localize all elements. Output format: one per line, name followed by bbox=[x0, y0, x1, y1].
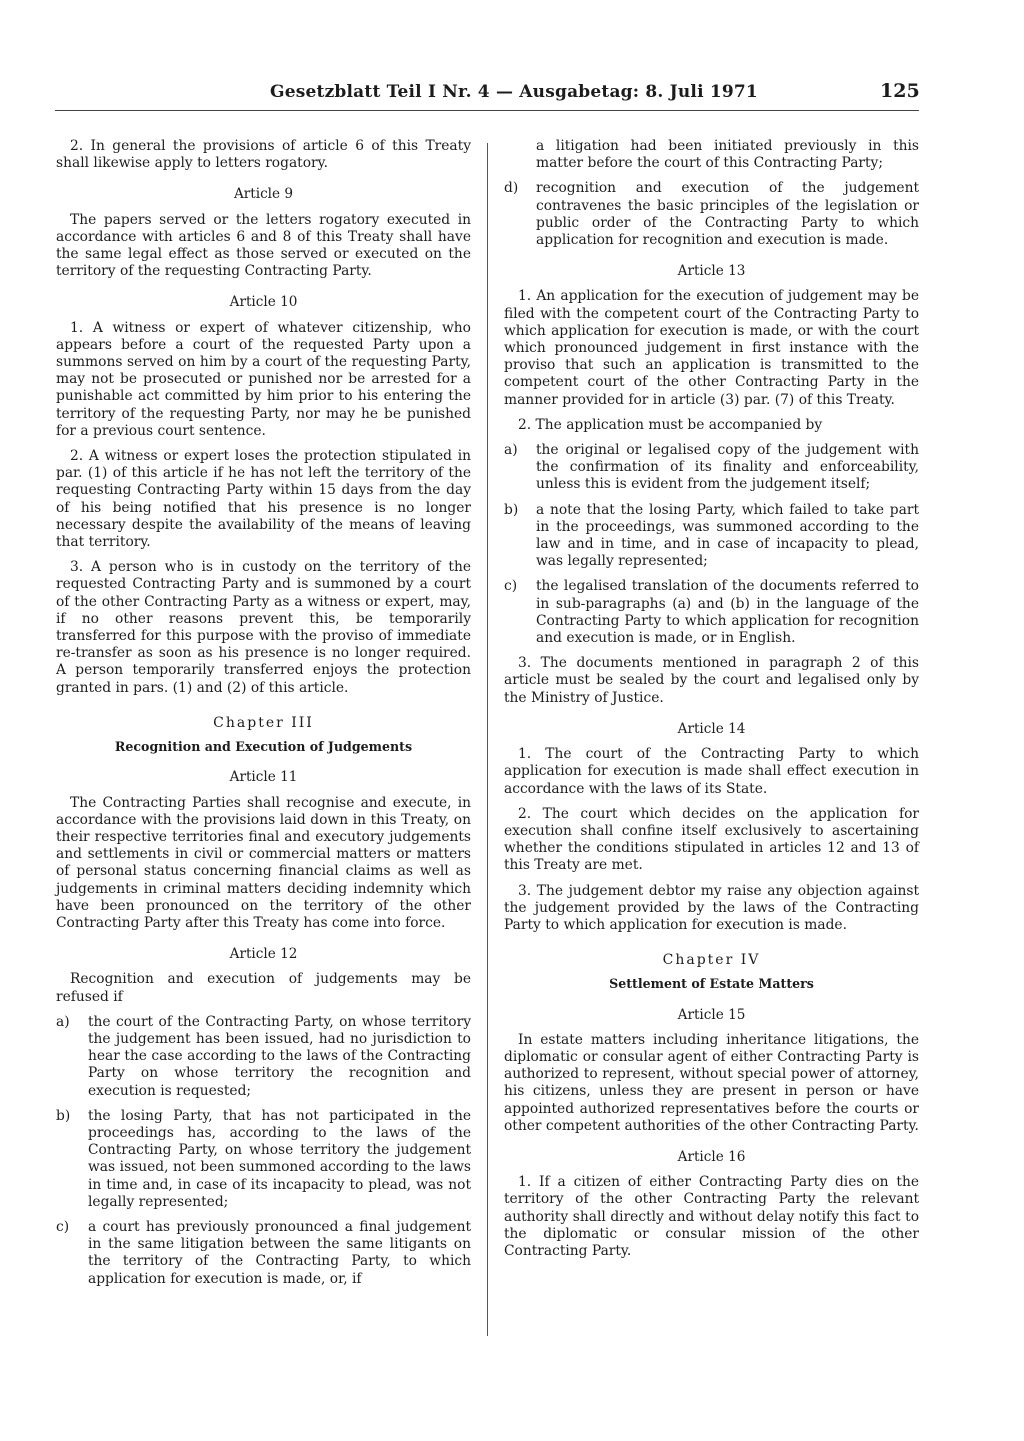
item-text: the legalised translation of the documents referred to in sub-paragraphs (a) and (b) in the language of the Contracting Party to which application for recognition and execution is made, or in English. bbox=[536, 578, 919, 647]
right-column bbox=[504, 138, 919, 1268]
article-13-item-c bbox=[504, 578, 919, 647]
article-13-paragraph-3: 3. The documents mentioned in paragraph 2 of this article must be sealed by the court and legalised only by the Ministry of Justice. bbox=[504, 655, 919, 706]
article-11-heading: Article 11 bbox=[229, 769, 298, 786]
column-divider bbox=[487, 143, 488, 1336]
article-16-paragraph-1: 1. If a citizen of either Contracting Party dies on the territory of the other Contracting Party the relevant authority shall directly and without delay notify this fact to the diplomatic or consular mission of the other Contracting Party. bbox=[504, 1174, 919, 1259]
article-12-item-a bbox=[56, 1014, 471, 1100]
article-13-item-a bbox=[504, 442, 919, 494]
chapter-4-heading: Chapter IV bbox=[662, 952, 761, 969]
article-13-paragraph-2: 2. The application must be accompanied by bbox=[518, 416, 823, 433]
article-14-heading: Article 14 bbox=[677, 720, 746, 737]
article-9-heading: Article 9 bbox=[233, 186, 294, 203]
article-13-item-b bbox=[504, 502, 919, 571]
chapter-3-heading: Chapter III bbox=[213, 714, 314, 731]
chapter-4-subtitle: Settlement of Estate Matters bbox=[609, 976, 814, 992]
header-title: Gesetzblatt Teil I Nr. 4 — Ausgabetag: 8. Juli 1971 bbox=[270, 82, 758, 102]
item-text: recognition and execution of the judgement contravenes the basic principles of the legislation or public order of the Contracting Party to which application for recognition and execution is made. bbox=[536, 180, 919, 249]
item-label: c) bbox=[504, 578, 518, 595]
article-10-paragraph-1: 1. A witness or expert of whatever citizenship, who appears before a court of the requested Party upon a summons served on him by a court of the requesting Party, may not be prosecuted or punished nor be arrested for a punishable act committed by him prior to his entering the territory of the requesting Party, nor may he be punished for a previous court sentence. bbox=[56, 319, 471, 439]
article-15-paragraph-1: In estate matters including inheritance litigations, the diplomatic or consular agent of either Contracting Party is authorized to represent, without special power of attorney, his citizens, unless they are present in person or have appointed authorized representatives before the courts or other competent authorities of the other Contracting Party. bbox=[504, 1031, 919, 1134]
page-number: 125 bbox=[880, 80, 920, 102]
item-text: the court of the Contracting Party, on whose territory the judgement has been issued, had no jurisdiction to hear the case according to the laws of the Contracting Party on whose territory the recognition and execution is requested; bbox=[88, 1013, 471, 1099]
article-10-paragraph-3: 3. A person who is in custody on the territory of the requested Contracting Party and is summoned by a court of the other Contracting Party as a witness or expert, may, if no other reasons prevent this, be temporarily transferred for this purpose with the proviso of immediate re-transfer as soon as his presence is no longer required. A person temporarily transferred enjoys the protection granted in pars. (1) and (2) of this article. bbox=[56, 559, 471, 696]
article-11-paragraph-1: The Contracting Parties shall recognise and execute, in accordance with the provisions laid down in this Treaty, on their respective territories final and executory judgements and settlements in civil or commercial matters or matters of personal status concerning financial claims as well as judgements in criminal matters deciding indemnity which have been pronounced on the territory of the other Contracting Party after this Treaty has come into force. bbox=[56, 794, 471, 931]
article-12-item-d bbox=[504, 180, 919, 249]
left-column bbox=[56, 138, 471, 1296]
item-text: the losing Party, that has not participated in the proceedings has, according to the laws of the Contracting Party, on whose territory the judgement was issued, not been summoned according to the laws in time and, in case of its incapacity to plead, was not legally represented; bbox=[88, 1107, 471, 1210]
article-14-paragraph-3: 3. The judgement debtor my raise any objection against the judgement provided by the laws of the Contracting Party to which application for execution is made. bbox=[504, 882, 919, 933]
article-12-item-c bbox=[56, 1219, 471, 1288]
item-label: b) bbox=[504, 501, 519, 518]
article-13-heading: Article 13 bbox=[677, 263, 746, 280]
header-rule bbox=[55, 110, 919, 111]
article-9-paragraph-1: The papers served or the letters rogatory executed in accordance with articles 6 and 8 of this Treaty shall have the same legal effect as those served or executed on the territory of the requesting Contracting Party. bbox=[56, 211, 471, 280]
item-text: a note that the losing Party, which failed to take part in the proceedings, was summoned according to the law and in time, and in case of incapacity to plead, was legally represented; bbox=[536, 501, 919, 570]
article-14-paragraph-2: 2. The court which decides on the application for execution shall confine itself exclusively to ascertaining whether the conditions stipulated in articles 12 and 13 of this Treaty are met. bbox=[504, 805, 919, 874]
article-13-paragraph-1: 1. An application for the execution of judgement may be filed with the competent court of the Contracting Party to which application for execution is made, or with the court which pronounced judgement in first instance with the proviso that such an application is transmitted to the competent court of the other Contracting Party in the manner provided for in article (3) par. (7) of this Treaty. bbox=[504, 288, 919, 408]
item-label: d) bbox=[504, 180, 519, 197]
article-14-paragraph-1: 1. The court of the Contracting Party to which application for execution is made shall effect execution in accordance with the laws of its State. bbox=[504, 746, 919, 797]
article-12-item-b bbox=[56, 1108, 471, 1211]
article-12-intro: Recognition and execution of judgements may be refused if bbox=[56, 971, 471, 1005]
article-16-heading: Article 16 bbox=[677, 1148, 746, 1165]
article-12-item-c-continued: a litigation had been initiated previously in this matter before the court of this Contracting Party; bbox=[536, 138, 919, 172]
article-10-heading: Article 10 bbox=[229, 294, 298, 311]
article-12-heading: Article 12 bbox=[229, 946, 298, 963]
item-label: a) bbox=[504, 442, 518, 459]
page-header bbox=[0, 80, 1024, 110]
article-15-heading: Article 15 bbox=[677, 1006, 746, 1023]
item-label: c) bbox=[56, 1218, 70, 1235]
item-text: the original or legalised copy of the judgement with the confirmation of its finality and enforceability, unless this is evident from the judgement itself; bbox=[536, 442, 919, 493]
article-10-paragraph-2: 2. A witness or expert loses the protection stipulated in par. (1) of this article if he has not left the territory of the requesting Contracting Party within 15 days from the day of his being notified that his presence is no longer necessary despite the availability of the means of leaving that territory. bbox=[56, 448, 471, 551]
item-text: a court has previously pronounced a final judgement in the same litigation between the same litigants on the territory of the Contracting Party, to which application for execution is made, or, if bbox=[88, 1218, 471, 1287]
article-8-paragraph-2: 2. In general the provisions of article 6 of this Treaty shall likewise apply to letters rogatory. bbox=[56, 138, 471, 172]
chapter-3-subtitle: Recognition and Execution of Judgements bbox=[114, 739, 413, 755]
item-label: a) bbox=[56, 1013, 70, 1030]
item-label: b) bbox=[56, 1107, 71, 1124]
